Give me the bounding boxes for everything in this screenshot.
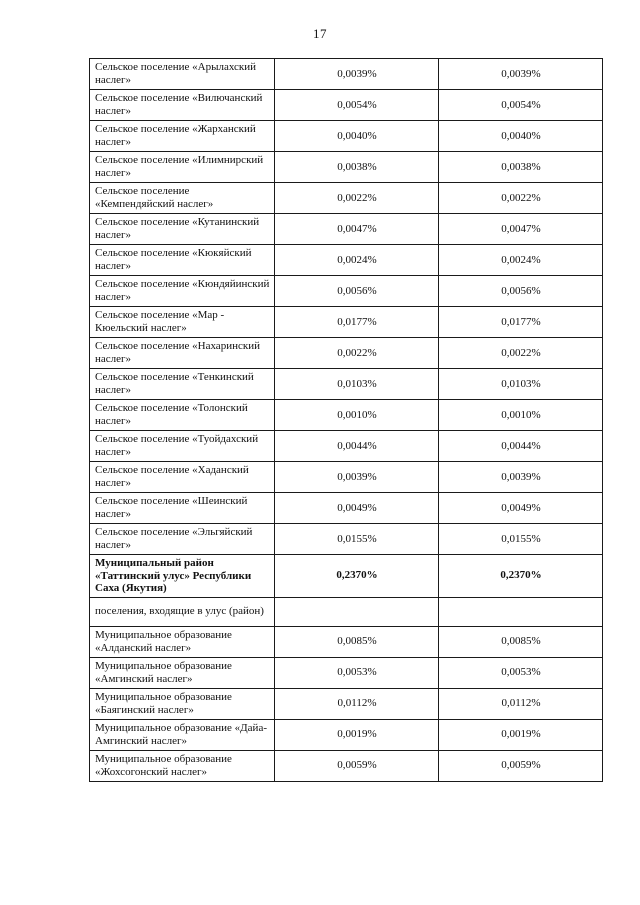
share-value-cell: 0,0024% bbox=[275, 245, 439, 276]
table-row bbox=[90, 338, 603, 369]
settlement-name-cell: Сельское поселение «Илимнирский наслег» bbox=[90, 152, 275, 183]
share-value-cell: 0,0056% bbox=[439, 276, 603, 307]
share-value-cell: 0,0112% bbox=[439, 688, 603, 719]
share-value-cell: 0,0022% bbox=[275, 338, 439, 369]
table-row bbox=[90, 493, 603, 524]
settlement-name-cell: Сельское поселение «Кемпендяйский наслег» bbox=[90, 183, 275, 214]
share-value-cell: 0,0112% bbox=[275, 688, 439, 719]
share-value-cell: 0,0103% bbox=[439, 369, 603, 400]
settlement-name-cell: Сельское поселение «Туойдахский наслег» bbox=[90, 431, 275, 462]
share-value-cell: 0,0022% bbox=[439, 183, 603, 214]
share-value-cell: 0,2370% bbox=[275, 555, 439, 598]
table-row bbox=[90, 59, 603, 90]
table-row bbox=[90, 400, 603, 431]
share-value-cell: 0,0177% bbox=[275, 307, 439, 338]
share-value-cell: 0,0054% bbox=[275, 90, 439, 121]
share-value-cell: 0,0039% bbox=[439, 462, 603, 493]
share-value-cell: 0,0177% bbox=[439, 307, 603, 338]
table-row bbox=[90, 597, 603, 626]
settlement-name-cell: Муниципальное образование «Алданский наслег» bbox=[90, 626, 275, 657]
share-value-cell: 0,0053% bbox=[275, 657, 439, 688]
share-value-cell: 0,0085% bbox=[275, 626, 439, 657]
settlement-name-cell: Сельское поселение «Вилючанский наслег» bbox=[90, 90, 275, 121]
settlement-name-cell: поселения, входящие в улус (район) bbox=[90, 597, 275, 626]
share-value-cell bbox=[439, 597, 603, 626]
settlement-name-cell: Сельское поселение «Шеинский наслег» bbox=[90, 493, 275, 524]
share-value-cell: 0,0010% bbox=[275, 400, 439, 431]
share-value-cell: 0,0024% bbox=[439, 245, 603, 276]
table-row bbox=[90, 307, 603, 338]
table-row bbox=[90, 152, 603, 183]
table-row bbox=[90, 626, 603, 657]
settlement-name-cell: Сельское поселение «Кюндяйинский наслег» bbox=[90, 276, 275, 307]
table-row bbox=[90, 462, 603, 493]
table-row bbox=[90, 555, 603, 598]
settlement-name-cell: Сельское поселение «Хаданский наслег» bbox=[90, 462, 275, 493]
settlement-name-cell: Муниципальное образование «Амгинский наслег» bbox=[90, 657, 275, 688]
share-value-cell bbox=[275, 597, 439, 626]
settlement-name-cell: Сельское поселение «Толонский наслег» bbox=[90, 400, 275, 431]
table-row bbox=[90, 121, 603, 152]
share-value-cell: 0,2370% bbox=[439, 555, 603, 598]
settlement-name-cell: Сельское поселение «Арылахский наслег» bbox=[90, 59, 275, 90]
table-row bbox=[90, 657, 603, 688]
table-row bbox=[90, 90, 603, 121]
share-value-cell: 0,0053% bbox=[439, 657, 603, 688]
share-value-cell: 0,0010% bbox=[439, 400, 603, 431]
settlement-name-cell: Сельское поселение «Мар - Кюельский наслег» bbox=[90, 307, 275, 338]
share-value-cell: 0,0022% bbox=[275, 183, 439, 214]
table-row bbox=[90, 524, 603, 555]
table-row bbox=[90, 214, 603, 245]
settlement-name-cell: Сельское поселение «Жарханский наслег» bbox=[90, 121, 275, 152]
settlement-name-cell: Сельское поселение «Тенкинский наслег» bbox=[90, 369, 275, 400]
share-value-cell: 0,0056% bbox=[275, 276, 439, 307]
share-value-cell: 0,0049% bbox=[275, 493, 439, 524]
share-value-cell: 0,0022% bbox=[439, 338, 603, 369]
table-body bbox=[90, 59, 603, 782]
table-row bbox=[90, 245, 603, 276]
table-row bbox=[90, 183, 603, 214]
share-value-cell: 0,0155% bbox=[275, 524, 439, 555]
settlement-name-cell: Сельское поселение «Кутанинский наслег» bbox=[90, 214, 275, 245]
share-value-cell: 0,0155% bbox=[439, 524, 603, 555]
settlement-name-cell: Муниципальный район «Таттинский улус» Республики Саха (Якутия) bbox=[90, 555, 275, 598]
share-value-cell: 0,0059% bbox=[275, 750, 439, 781]
table-row bbox=[90, 431, 603, 462]
share-value-cell: 0,0054% bbox=[439, 90, 603, 121]
share-value-cell: 0,0040% bbox=[275, 121, 439, 152]
share-value-cell: 0,0047% bbox=[439, 214, 603, 245]
settlement-name-cell: Сельское поселение «Кюкяйский наслег» bbox=[90, 245, 275, 276]
share-value-cell: 0,0085% bbox=[439, 626, 603, 657]
table-row bbox=[90, 369, 603, 400]
share-value-cell: 0,0039% bbox=[275, 462, 439, 493]
share-value-cell: 0,0040% bbox=[439, 121, 603, 152]
share-value-cell: 0,0019% bbox=[439, 719, 603, 750]
settlement-name-cell: Муниципальное образование «Баягинский наслег» bbox=[90, 688, 275, 719]
share-value-cell: 0,0059% bbox=[439, 750, 603, 781]
share-value-cell: 0,0039% bbox=[275, 59, 439, 90]
table-row bbox=[90, 276, 603, 307]
settlement-name-cell: Муниципальное образование «Дайа-Амгинский наслег» bbox=[90, 719, 275, 750]
share-value-cell: 0,0039% bbox=[439, 59, 603, 90]
share-value-cell: 0,0044% bbox=[439, 431, 603, 462]
settlement-name-cell: Сельское поселение «Нахаринский наслег» bbox=[90, 338, 275, 369]
table-row bbox=[90, 688, 603, 719]
share-value-cell: 0,0019% bbox=[275, 719, 439, 750]
share-value-cell: 0,0103% bbox=[275, 369, 439, 400]
share-value-cell: 0,0049% bbox=[439, 493, 603, 524]
share-value-cell: 0,0044% bbox=[275, 431, 439, 462]
share-value-cell: 0,0047% bbox=[275, 214, 439, 245]
settlement-name-cell: Сельское поселение «Эльгяйский наслег» bbox=[90, 524, 275, 555]
settlement-name-cell: Муниципальное образование «Жохсогонский наслег» bbox=[90, 750, 275, 781]
share-value-cell: 0,0038% bbox=[439, 152, 603, 183]
table-row bbox=[90, 750, 603, 781]
allocation-table bbox=[89, 58, 603, 782]
table-row bbox=[90, 719, 603, 750]
page-number: 17 bbox=[313, 26, 327, 41]
share-value-cell: 0,0038% bbox=[275, 152, 439, 183]
